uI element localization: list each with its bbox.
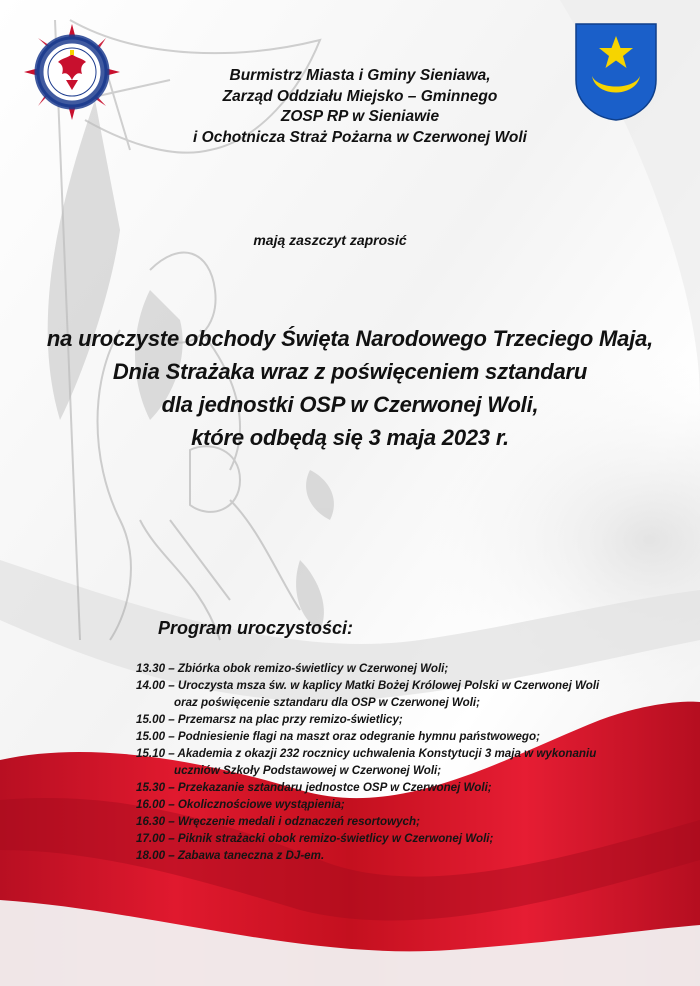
organizer-line: Burmistrz Miasta i Gminy Sieniawa, [229,67,491,84]
organizer-line: i Ochotnicza Straż Pożarna w Czerwonej Woli [193,128,527,146]
program-list [136,660,696,864]
program-item [136,779,696,796]
program-item-text: 13.30 – Zbiórka obok remizo-świetlicy w Czerwonej Woli; [136,662,449,675]
program-item-text: 18.00 – Zabawa taneczna z DJ-em. [136,849,325,862]
program-item-text: 17.00 – Piknik strażacki obok remizo-świetlicy w Czerwonej Woli; [136,832,494,845]
osp-emblem-icon [22,22,122,122]
coat-of-arms-star-crescent-icon [574,22,658,122]
program-item-text: 14.00 – Uroczysta msza św. w kaplicy Matki Bożej Królowej Polski w Czerwonej Woli [136,679,600,692]
program-item-text: 15.10 – Akademia z okazji 232 rocznicy uchwalenia Konstytucji 3 maja w wykonaniu [136,747,597,760]
headline-line: Dnia Strażaka wraz z poświęceniem sztandaru [112,359,588,384]
organizer-line: ZOSP RP w Sieniawie [280,108,440,125]
program-item [136,677,696,711]
program-item-text: 15.00 – Podniesienie flagi na maszt oraz odegranie hymnu państwowego; [136,730,540,743]
program-item [136,728,696,745]
program-item-continuation: uczniów Szkoły Podstawowej w Czerwonej Woli; [174,764,442,777]
program-item-continuation: oraz poświęcenie sztandaru dla OSP w Czerwonej Woli; [174,696,481,709]
program-item [136,660,696,677]
program-item [136,796,696,813]
program-item-text: 16.30 – Wręczenie medali i odznaczeń resortowych; [136,815,420,828]
organizers-block [150,66,570,148]
program-item [136,813,696,830]
program-item [136,830,696,847]
invitation-text: mają zaszczyt zaprosić [253,232,407,248]
program-item-text: 15.00 – Przemarsz na plac przy remizo-świetlicy; [136,713,403,726]
program-item-text: 16.00 – Okolicznościowe wystąpienia; [136,798,345,811]
headline-line: na uroczyste obchody Święta Narodowego Trzeciego Maja, [46,326,654,351]
event-headline [0,322,700,454]
program-title: Program uroczystości: [158,618,354,638]
program-item [136,711,696,728]
program-item [136,745,696,779]
program-item [136,847,696,864]
program-item-text: 15.30 – Przekazanie sztandaru jednostce OSP w Czerwonej Woli; [136,781,492,794]
headline-line: dla jednostki OSP w Czerwonej Woli, [161,392,539,417]
headline-line: które odbędą się 3 maja 2023 r. [191,425,509,450]
organizer-line: Zarząd Oddziału Miejsko – Gminnego [222,87,498,105]
